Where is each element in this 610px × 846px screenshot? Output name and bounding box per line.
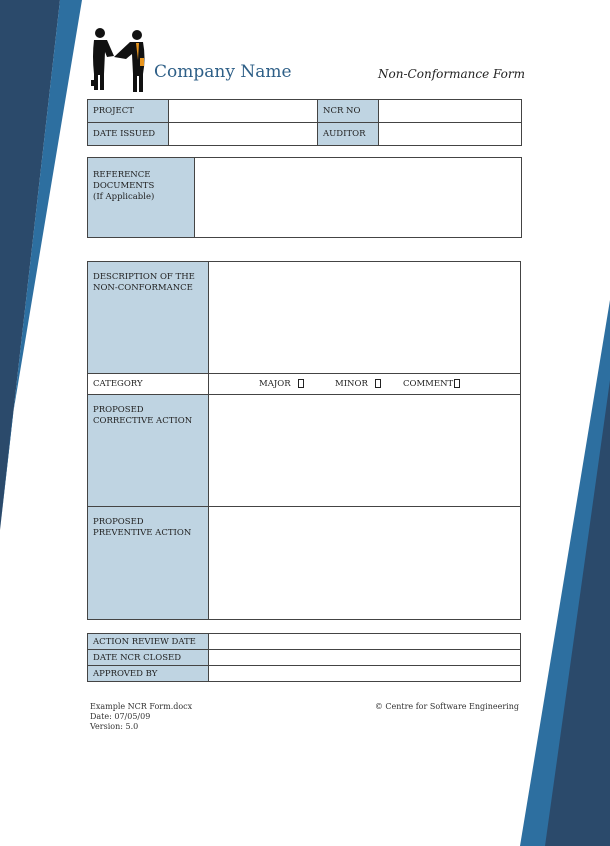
corrective-action-field[interactable]	[209, 395, 521, 507]
footer-copyright: © Centre for Software Engineering	[374, 702, 519, 711]
non-conformance-table	[87, 261, 521, 620]
comment-checkbox[interactable]	[454, 379, 460, 388]
date-issued-field[interactable]	[169, 123, 318, 146]
action-review-date-label: ACTION REVIEW DATE	[88, 634, 209, 650]
category-option-minor[interactable]: MINOR	[335, 379, 403, 389]
preventive-action-field[interactable]	[209, 507, 521, 620]
preventive-action-label: PROPOSED PREVENTIVE ACTION	[88, 507, 209, 620]
footer-date: Date: 07/05/09	[90, 712, 151, 721]
company-name: Company Name	[154, 62, 292, 82]
ncr-no-label: NCR NO	[318, 100, 379, 123]
auditor-field[interactable]	[379, 123, 522, 146]
category-options	[209, 374, 521, 395]
description-label: DESCRIPTION OF THE NON-CONFORMANCE	[88, 262, 209, 374]
project-field[interactable]	[169, 100, 318, 123]
handshake-silhouette-icon	[90, 26, 148, 96]
category-option-major[interactable]: MAJOR	[259, 379, 335, 389]
footer-filename: Example NCR Form.docx	[90, 702, 193, 711]
description-field[interactable]	[209, 262, 521, 374]
document-footer	[90, 702, 192, 732]
approved-by-field[interactable]	[209, 666, 521, 682]
form-title: Non-Conformance Form	[378, 67, 525, 81]
auditor-label: AUDITOR	[318, 123, 379, 146]
major-checkbox[interactable]	[298, 379, 304, 388]
category-option-comment[interactable]: COMMENT	[403, 379, 460, 389]
project-label: PROJECT	[88, 100, 169, 123]
action-review-date-field[interactable]	[209, 634, 521, 650]
minor-checkbox[interactable]	[375, 379, 381, 388]
date-issued-label: DATE ISSUED	[88, 123, 169, 146]
project-info-table	[87, 99, 522, 146]
closure-table	[87, 633, 521, 682]
approved-by-label: APPROVED BY	[88, 666, 209, 682]
reference-documents-field[interactable]	[195, 158, 522, 238]
category-label: CATEGORY	[88, 374, 209, 395]
corrective-action-label: PROPOSED CORRECTIVE ACTION	[88, 395, 209, 507]
date-ncr-closed-label: DATE NCR CLOSED	[88, 650, 209, 666]
ncr-no-field[interactable]	[379, 100, 522, 123]
reference-documents-table	[87, 157, 522, 238]
footer-version: Version: 5.0	[90, 722, 139, 731]
date-ncr-closed-field[interactable]	[209, 650, 521, 666]
reference-documents-label: REFERENCE DOCUMENTS (If Applicable)	[88, 158, 195, 238]
